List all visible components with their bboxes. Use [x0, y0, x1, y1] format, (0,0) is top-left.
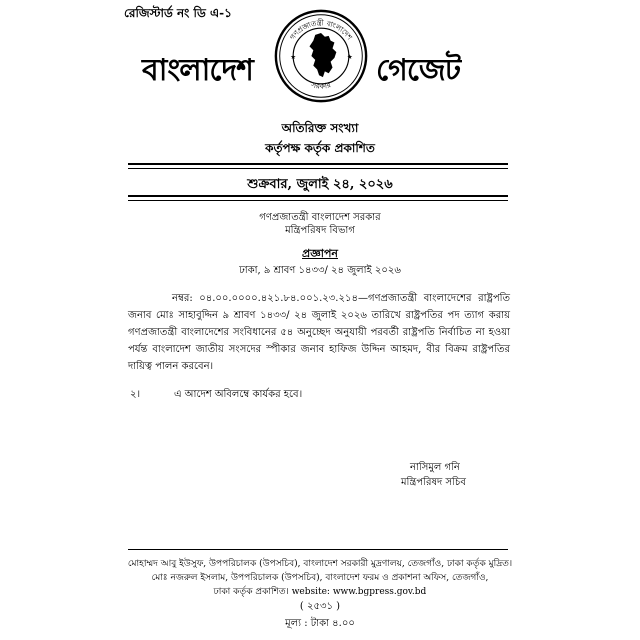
- footer-publisher: মোঃ নজরুল ইসলাম, উপপরিচালক (উপসচিব), বাংলাদেশ ফরম ও প্রকাশনা অফিস, তেজগাঁও,: [151, 573, 489, 583]
- signatory-name: নাসিমুল গনি: [410, 462, 460, 473]
- footer-website: ঢাকা কর্তৃক প্রকাশিত। website: www.bgpress.gov.bd: [213, 587, 427, 597]
- seal-top-text: গণপ্রজাতন্ত্রী বাংলাদেশ: [287, 18, 355, 42]
- notice-paragraph-2: [130, 387, 302, 404]
- government-name: গণপ্রজাতন্ত্রী বাংলাদেশ সরকার: [259, 212, 381, 223]
- page-number: ( ২৫৩১ ): [299, 601, 341, 612]
- government-seal: [273, 8, 369, 104]
- bangladesh-map-icon: [309, 33, 336, 77]
- paragraph-text: এ আদেশ অবিলম্বে কার্যকর হবে।: [174, 389, 303, 400]
- notice-paragraph-1: নম্বর: ০৪.০০.০০০০.৪২১.৮৪.০০১.২৩.২১৪—গণপ্রজাতন্ত্রী বাংলাদেশের রাষ্ট্রপতি জনাব মোঃ সাহাবুদ্দিন ৯ শ্রাবণ ১৪৩৩/ ২৪ জুলাই ২০২৬ তারিখে রাষ্ট্রপতির পদ ত্যাগ করায় গণপ্রজাতন্ত্রী বাংলাদেশের সংবিধানের ৫৪ অনুচ্ছেদ অনুযায়ী পরবর্তী রাষ্ট্রপতি নির্বাচিত না হওয়া পর্যন্ত বাংলাদেশ জাতীয় সংসদের স্পীকার জনাব হাফিজ উদ্দিন আহমদ, বীর বিক্রম রাষ্ট্রপতির দায়িত্ব পালন করবেন।: [128, 293, 510, 372]
- header-divider: [128, 168, 508, 169]
- date-divider: [128, 200, 508, 201]
- footer-divider: [128, 549, 508, 550]
- division-name: মন্ত্রিপরিষদ বিভাগ: [285, 225, 355, 236]
- date-divider: [128, 195, 508, 197]
- issue-date: শুক্রবার, জুলাই ২৪, ২০২৬: [247, 177, 393, 192]
- footer-printer: মোহাম্মদ আবু ইউসুফ, উপপরিচালক (উপসচিব), বাংলাদেশ সরকারী মুদ্রণালয়, তেজগাঁও, ঢাকা কর্তৃক মুদ্রিত।: [127, 559, 513, 569]
- seal-star-icon: ★: [346, 52, 353, 61]
- price-label: মূল্য : টাকা ৪.০০: [285, 618, 355, 629]
- registered-number: রেজিস্টার্ড নং ডি এ-১: [124, 6, 232, 20]
- notice-place-date: ঢাকা, ৯ শ্রাবণ ১৪৩৩/ ২৪ জুলাই ২০২৬: [239, 265, 401, 276]
- gazette-title-left: বাংলাদেশ: [142, 53, 253, 88]
- paragraph-number: ২।: [130, 389, 141, 400]
- svg-text:সরকার: [309, 80, 333, 91]
- gazette-title-right: গেজেট: [376, 53, 461, 88]
- published-by-label: কর্তৃপক্ষ কর্তৃক প্রকাশিত: [265, 141, 375, 155]
- extra-issue-label: অতিরিক্ত সংখ্যা: [281, 121, 359, 135]
- header-divider: [128, 163, 508, 165]
- signatory-designation: মন্ত্রিপরিষদ সচিব: [401, 477, 466, 488]
- notice-title: প্রজ্ঞাপন: [302, 247, 338, 260]
- seal-star-icon: ★: [290, 52, 297, 61]
- seal-bottom-text: সরকার: [310, 80, 332, 91]
